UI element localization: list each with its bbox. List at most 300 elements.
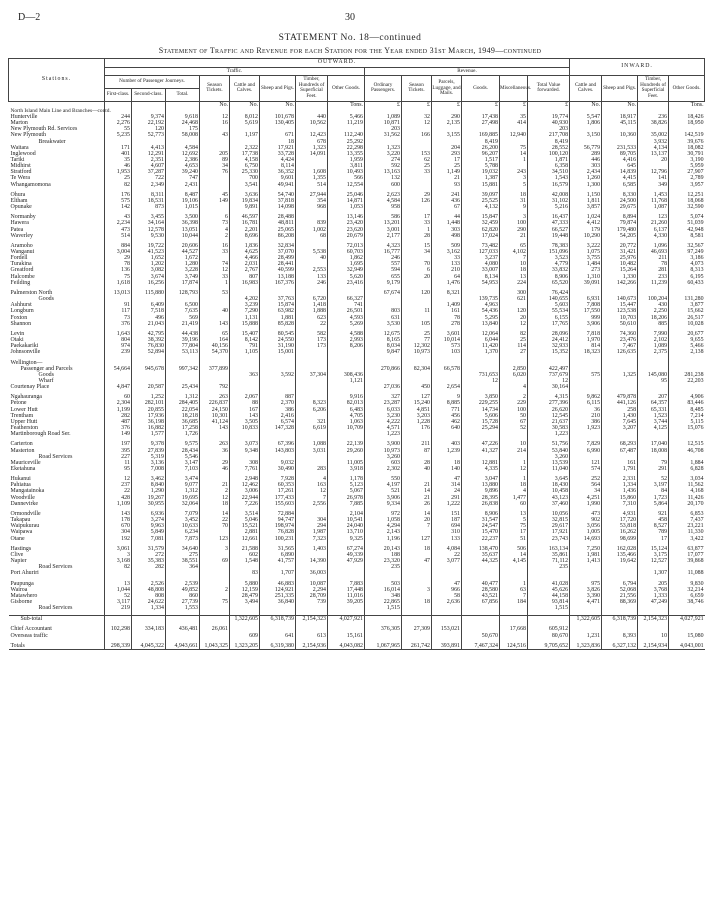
value-cell: 450 — [402, 384, 432, 390]
value-cell: 5,603 — [528, 302, 570, 308]
value-cell: 39,240 — [166, 169, 200, 175]
value-cell: 36,003 — [296, 570, 328, 576]
value-cell: 2,154,936 — [296, 643, 328, 650]
value-cell: 25,330 — [230, 169, 260, 175]
value-cell: 3,136 — [132, 460, 166, 466]
value-cell: 11,239 — [638, 280, 669, 286]
station-name: Totals — [9, 643, 105, 650]
value-cell: 4,607 — [132, 163, 166, 169]
value-cell: 1,063 — [328, 419, 365, 425]
value-cell: 304 — [105, 529, 132, 535]
value-cell: 15,264 — [602, 267, 638, 273]
value-cell: 839 — [296, 220, 328, 226]
value-cell: 120 — [402, 290, 432, 296]
value-cell: 3,645 — [528, 476, 570, 482]
value-cell: 39,091 — [570, 280, 602, 286]
value-cell: 4,084 — [432, 546, 462, 552]
value-cell: 7,883 — [328, 581, 365, 587]
value-cell: 17 — [638, 536, 669, 542]
value-cell: 1,403 — [296, 546, 328, 552]
value-cell: 621 — [500, 296, 528, 302]
value-cell: 3,230 — [365, 413, 402, 419]
value-cell: 151 — [432, 511, 462, 517]
value-cell: 4,202 — [230, 296, 260, 302]
value-cell: 521 — [365, 488, 402, 494]
station-name: Hukanui — [10, 476, 31, 483]
value-cell: 270,866 — [365, 366, 402, 372]
value-cell: 177,433 — [260, 495, 296, 501]
value-cell: 2,431 — [166, 182, 200, 188]
value-cell: 163 — [296, 482, 328, 488]
value-cell: 82 — [105, 564, 132, 570]
page-number: 30 — [345, 12, 355, 23]
value-cell: 39,676 — [669, 139, 705, 145]
value-cell: 6,020 — [500, 372, 528, 378]
value-cell: 1,981 — [570, 552, 602, 558]
value-cell: 1,228 — [402, 419, 432, 425]
value-cell: 33 — [402, 169, 432, 175]
value-cell: 8,906 — [462, 511, 500, 517]
value-cell: 60 — [500, 501, 528, 507]
value-cell: 17,258 — [166, 425, 200, 431]
value-cell: 5,546 — [166, 454, 200, 460]
value-cell: 4 — [296, 476, 328, 482]
value-cell: 243 — [500, 169, 528, 175]
value-cell: 5,295 — [462, 315, 500, 321]
value-cell: 1,355 — [296, 175, 328, 181]
value-cell: 83,446 — [669, 400, 705, 406]
value-cell: 2,539 — [166, 581, 200, 587]
value-cell: 19,834 — [230, 198, 260, 204]
value-cell: 4,779 — [528, 261, 570, 267]
value-cell: 6 — [200, 214, 230, 220]
value-cell: 4,132 — [462, 204, 500, 210]
value-cell: 72,884 — [260, 511, 296, 517]
station-name: Turakina — [10, 261, 32, 268]
value-cell: 6,234 — [166, 529, 200, 535]
value-cell: 20,170 — [669, 501, 705, 507]
value-cell: 54,664 — [105, 366, 132, 372]
value-cell: 18,950 — [669, 120, 705, 126]
value-cell — [462, 616, 500, 623]
value-cell: 143 — [200, 425, 230, 431]
value-cell: 205 — [638, 581, 669, 587]
value-cell: 23,287 — [365, 400, 402, 406]
value-cell: 9,334 — [365, 501, 402, 507]
value-cell: 17,921 — [528, 529, 570, 535]
value-cell: 3,857 — [570, 204, 602, 210]
value-cell: 31,579 — [132, 546, 166, 552]
value-cell: 8,034 — [365, 343, 402, 349]
value-cell: 364 — [166, 564, 200, 570]
value-cell: 6,585 — [602, 182, 638, 188]
value-cell: 76 — [200, 169, 230, 175]
value-cell: 25,976 — [602, 255, 638, 261]
value-cell: 1,515 — [528, 605, 570, 611]
value-cell: 741 — [328, 302, 365, 308]
value-cell: 3,906 — [570, 321, 602, 327]
value-cell: 1,523 — [638, 413, 669, 419]
value-cell: 6,720 — [296, 296, 328, 302]
value-cell: 1,871 — [528, 157, 570, 163]
value-cell: 39,097 — [462, 192, 500, 198]
value-cell: 47 — [432, 476, 462, 482]
station-name: Longburn — [10, 308, 34, 315]
value-cell: 41,124 — [200, 419, 230, 425]
value-cell: 52,068 — [602, 587, 638, 593]
value-cell: 16,882 — [132, 425, 166, 431]
unit-cell: Tons. — [669, 101, 705, 108]
parcels-header: Parcels, Luggage, and Mails. — [432, 76, 462, 101]
value-cell: 376 — [105, 321, 132, 327]
station-name: Featherston — [10, 425, 38, 432]
unit-cell — [132, 101, 166, 108]
value-cell: 958 — [365, 204, 402, 210]
value-cell: 12,578 — [132, 227, 166, 233]
value-cell: 1 — [500, 460, 528, 466]
value-cell: 32 — [402, 114, 432, 120]
value-cell: 1,231 — [570, 633, 602, 639]
value-cell: 19,448 — [528, 233, 570, 239]
value-cell: 1,726 — [166, 431, 200, 437]
value-cell: 731,653 — [462, 372, 500, 378]
value-cell: 31,547 — [462, 517, 500, 523]
value-cell: 557 — [365, 261, 402, 267]
value-cell: 9,891 — [230, 204, 260, 210]
station-name: Road Services — [38, 453, 73, 460]
value-cell: 145,080 — [638, 372, 669, 378]
value-cell: 58,008 — [166, 132, 200, 138]
value-cell: 22,237 — [462, 536, 500, 542]
value-cell: 5,538 — [296, 249, 328, 255]
value-cell: 3,918 — [328, 466, 365, 472]
value-cell: 24,550 — [260, 337, 296, 343]
value-cell: 15,881 — [462, 182, 500, 188]
value-cell: 281,238 — [669, 372, 705, 378]
value-cell: 94,747 — [260, 517, 296, 523]
value-cell: 140,673 — [602, 296, 638, 302]
value-cell: 82 — [105, 182, 132, 188]
value-cell: 246 — [365, 255, 402, 261]
station-name: Te Wera — [10, 175, 30, 182]
value-cell: 4,931 — [602, 511, 638, 517]
value-cell: 2,948 — [230, 476, 260, 482]
value-cell: 16,262 — [602, 529, 638, 535]
value-cell: 1,484 — [570, 261, 602, 267]
value-cell: 4,415 — [602, 175, 638, 181]
value-cell: 25 — [402, 163, 432, 169]
value-cell: 1,252 — [132, 394, 166, 400]
value-cell: 239 — [105, 349, 132, 355]
value-cell: 17,874 — [166, 280, 200, 286]
value-cell: 27 — [500, 349, 528, 355]
value-cell: 70 — [402, 261, 432, 267]
value-cell: 19,774 — [528, 114, 570, 120]
value-cell: 1,548 — [230, 558, 260, 564]
value-cell: 73,482 — [462, 243, 500, 249]
value-cell: 22 — [105, 488, 132, 494]
value-cell: 20 — [402, 274, 432, 280]
value-cell: 23,416 — [328, 280, 365, 286]
value-cell: 96,207 — [462, 151, 500, 157]
value-cell: 803 — [365, 308, 402, 314]
value-cell: 8,906 — [528, 274, 570, 280]
value-cell: 1,387 — [462, 175, 500, 181]
value-cell: 564 — [570, 482, 602, 488]
station-name: Hastings — [10, 545, 32, 552]
value-cell: 53,840 — [528, 448, 570, 454]
value-cell: 1,553 — [166, 605, 200, 611]
value-cell: 290 — [432, 114, 462, 120]
station-name: Paupunga — [10, 580, 34, 587]
value-cell: 4,102 — [500, 249, 528, 255]
value-cell: 3,274 — [132, 517, 166, 523]
unit-cell: No. — [602, 101, 638, 108]
value-cell: 18 — [500, 267, 528, 273]
value-cell: 314 — [432, 482, 462, 488]
value-cell: 112,240 — [328, 132, 365, 138]
value-cell: 5,606 — [462, 413, 500, 419]
value-cell: 66,327 — [328, 296, 365, 302]
value-cell: 219 — [105, 605, 132, 611]
unit-cell — [105, 101, 132, 108]
value-cell: 20 — [500, 315, 528, 321]
station-name: Wanganui — [10, 249, 35, 255]
value-cell: 1,409 — [432, 302, 462, 308]
value-cell: 3,422 — [669, 536, 705, 542]
value-cell: 100,231 — [260, 536, 296, 542]
station-row — [9, 643, 705, 650]
value-cell: 33 — [402, 220, 432, 226]
value-cell: 16,777 — [365, 249, 402, 255]
value-cell: 86,208 — [260, 233, 296, 239]
value-cell: 1,990 — [570, 501, 602, 507]
value-cell: 1,953 — [105, 169, 132, 175]
unit-cell: £ — [365, 101, 402, 108]
value-cell: 131,280 — [669, 296, 705, 302]
value-cell: 26,838 — [462, 501, 500, 507]
value-cell: 21,556 — [602, 593, 638, 599]
value-cell: 2,351 — [132, 157, 166, 163]
value-cell: 1,089 — [365, 114, 402, 120]
value-cell: 20,587 — [132, 384, 166, 390]
value-cell: 11,420 — [462, 343, 500, 349]
value-cell: 69 — [200, 558, 230, 564]
value-cell: 143 — [105, 511, 132, 517]
value-cell: 36,398 — [166, 220, 200, 226]
value-cell: 17,738 — [230, 151, 260, 157]
value-cell: 3,162 — [432, 249, 462, 255]
value-cell: 28,580 — [462, 587, 500, 593]
value-cell: 78,383 — [528, 243, 570, 249]
value-cell: 32,459 — [462, 220, 500, 226]
value-cell: 127,033 — [462, 249, 500, 255]
station-name: Goods — [38, 371, 54, 378]
value-cell: 63 — [500, 587, 528, 593]
value-cell: 95 — [638, 378, 669, 384]
value-cell: 3,203 — [402, 413, 432, 419]
value-cell: 39,868 — [669, 558, 705, 564]
value-cell: 4,705 — [328, 413, 365, 419]
value-cell: 34,164 — [132, 220, 166, 226]
value-cell: 28 — [402, 233, 432, 239]
value-cell: 25,434 — [166, 384, 200, 390]
value-cell: 791 — [230, 343, 260, 349]
value-cell: 3,957 — [669, 182, 705, 188]
station-name: Levin — [10, 330, 25, 337]
value-cell: 22,192 — [132, 120, 166, 126]
value-cell: 263 — [200, 441, 230, 447]
value-cell: 1,239 — [432, 448, 462, 454]
value-cell: 53,818 — [602, 523, 638, 529]
value-cell: 237 — [105, 482, 132, 488]
value-cell: 34 — [200, 163, 230, 169]
value-cell: 1,199 — [105, 407, 132, 413]
value-cell: 22,203 — [669, 378, 705, 384]
value-cell: 179,480 — [602, 227, 638, 233]
value-cell — [200, 616, 230, 623]
value-cell — [365, 616, 402, 623]
value-cell: 7,818 — [570, 331, 602, 337]
value-cell: 14,098 — [260, 204, 296, 210]
value-cell: 37,070 — [260, 249, 296, 255]
value-cell: 29 — [402, 192, 432, 198]
station-name: Johnsonville — [10, 349, 41, 356]
value-cell: 261,742 — [402, 643, 432, 650]
value-cell: 860 — [166, 593, 200, 599]
value-cell: 8,313 — [669, 267, 705, 273]
value-cell: 377,899 — [200, 366, 230, 372]
station-name: Road Services — [38, 605, 73, 612]
value-cell: 1,862 — [328, 255, 365, 261]
value-cell: 487 — [105, 419, 132, 425]
value-cell: 4 — [500, 384, 528, 390]
value-cell: 67,487 — [602, 448, 638, 454]
value-cell: 15,470 — [462, 529, 500, 535]
value-cell: 52 — [500, 425, 528, 431]
value-cell: 8,485 — [669, 407, 705, 413]
station-name: Shannon — [10, 320, 32, 327]
value-cell: 2,850 — [500, 366, 528, 372]
value-cell: 25 — [500, 337, 528, 343]
value-cell: 1,836 — [230, 243, 260, 249]
value-cell: 13,013 — [105, 290, 132, 296]
value-cell: 1,418 — [296, 302, 328, 308]
value-cell: 3,228 — [166, 267, 200, 273]
rev-season-header: Season Tickets. — [402, 76, 432, 101]
station-name: Fordell — [10, 255, 28, 262]
value-cell: 479,878 — [602, 394, 638, 400]
value-cell: 303 — [570, 163, 602, 169]
value-cell: 10,360 — [602, 132, 638, 138]
value-cell: 78 — [105, 261, 132, 267]
value-cell: 115,880 — [132, 290, 166, 296]
value-cell: 16,781 — [230, 220, 260, 226]
value-cell: 972 — [365, 511, 402, 517]
value-cell: 2,135 — [432, 120, 462, 126]
value-cell: 2,789 — [669, 175, 705, 181]
value-cell: 12,554 — [328, 182, 365, 188]
value-cell: 102,298 — [105, 626, 132, 632]
value-cell: 74,360 — [602, 331, 638, 337]
value-cell: 605,912 — [528, 626, 570, 632]
value-cell: 39,196 — [166, 337, 200, 343]
value-cell: 966 — [432, 587, 462, 593]
value-cell: 204 — [432, 145, 462, 151]
value-cell: 19,642 — [602, 558, 638, 564]
value-cell: 77 — [402, 337, 432, 343]
value-cell: 9,830 — [669, 581, 705, 587]
value-cell: 16,256 — [132, 280, 166, 286]
value-cell: 308 — [230, 460, 260, 466]
value-cell: 67,396 — [260, 441, 296, 447]
value-cell: 2,654 — [432, 384, 462, 390]
value-cell: 1,707 — [260, 570, 296, 576]
value-cell: 3,001 — [365, 227, 402, 233]
value-cell: 98,699 — [602, 536, 638, 542]
value-cell: 41,757 — [260, 558, 296, 564]
value-cell: 10,028 — [669, 321, 705, 327]
value-cell: 1,577 — [132, 431, 166, 437]
value-cell: 21,637 — [528, 419, 570, 425]
station-name: Midhirst — [10, 163, 31, 170]
value-cell: 5,123 — [328, 482, 365, 488]
value-cell: 15,124 — [638, 546, 669, 552]
value-cell: 945,678 — [132, 366, 166, 372]
value-cell: 88 — [230, 400, 260, 406]
value-cell: 44,527 — [166, 249, 200, 255]
value-cell: 244 — [105, 114, 132, 120]
value-cell: 33 — [432, 255, 462, 261]
value-cell: 22,944 — [230, 495, 260, 501]
value-cell: 623 — [296, 315, 328, 321]
station-name: Sub-total — [9, 616, 105, 623]
value-cell: 25,046 — [328, 192, 365, 198]
value-cell: 236 — [638, 114, 669, 120]
value-cell: 6,659 — [669, 593, 705, 599]
value-cell: 4,251 — [570, 495, 602, 501]
value-cell: 60,353 — [260, 482, 296, 488]
value-cell: 198,974 — [260, 523, 296, 529]
value-cell: 2,375 — [638, 349, 669, 355]
value-cell: 38,551 — [166, 558, 200, 564]
value-cell: 5,269 — [328, 321, 365, 327]
value-cell: 4,571 — [365, 425, 402, 431]
value-cell: 999 — [570, 315, 602, 321]
value-cell: 386 — [260, 407, 296, 413]
value-cell: 282 — [132, 564, 166, 570]
value-cell: 15,662 — [669, 308, 705, 314]
value-cell: 283 — [296, 466, 328, 472]
value-cell: 678 — [296, 139, 328, 145]
value-cell: 441,126 — [602, 400, 638, 406]
value-cell: 19,032 — [462, 169, 500, 175]
value-cell: 34 — [402, 249, 432, 255]
unit-cell — [166, 101, 200, 108]
value-cell: 3,462 — [132, 476, 166, 482]
value-cell: 6,574 — [260, 419, 296, 425]
value-cell: 12 — [200, 495, 230, 501]
value-cell: 32,815 — [528, 517, 570, 523]
value-cell: 20,679 — [328, 233, 365, 239]
value-cell: 123 — [638, 214, 669, 220]
value-cell: 747 — [166, 175, 200, 181]
value-cell: 6,115 — [570, 400, 602, 406]
station-name: Clive — [10, 551, 24, 558]
value-cell: 14 — [500, 151, 528, 157]
value-cell: 3,237 — [462, 255, 500, 261]
value-cell: 7 — [402, 523, 432, 529]
